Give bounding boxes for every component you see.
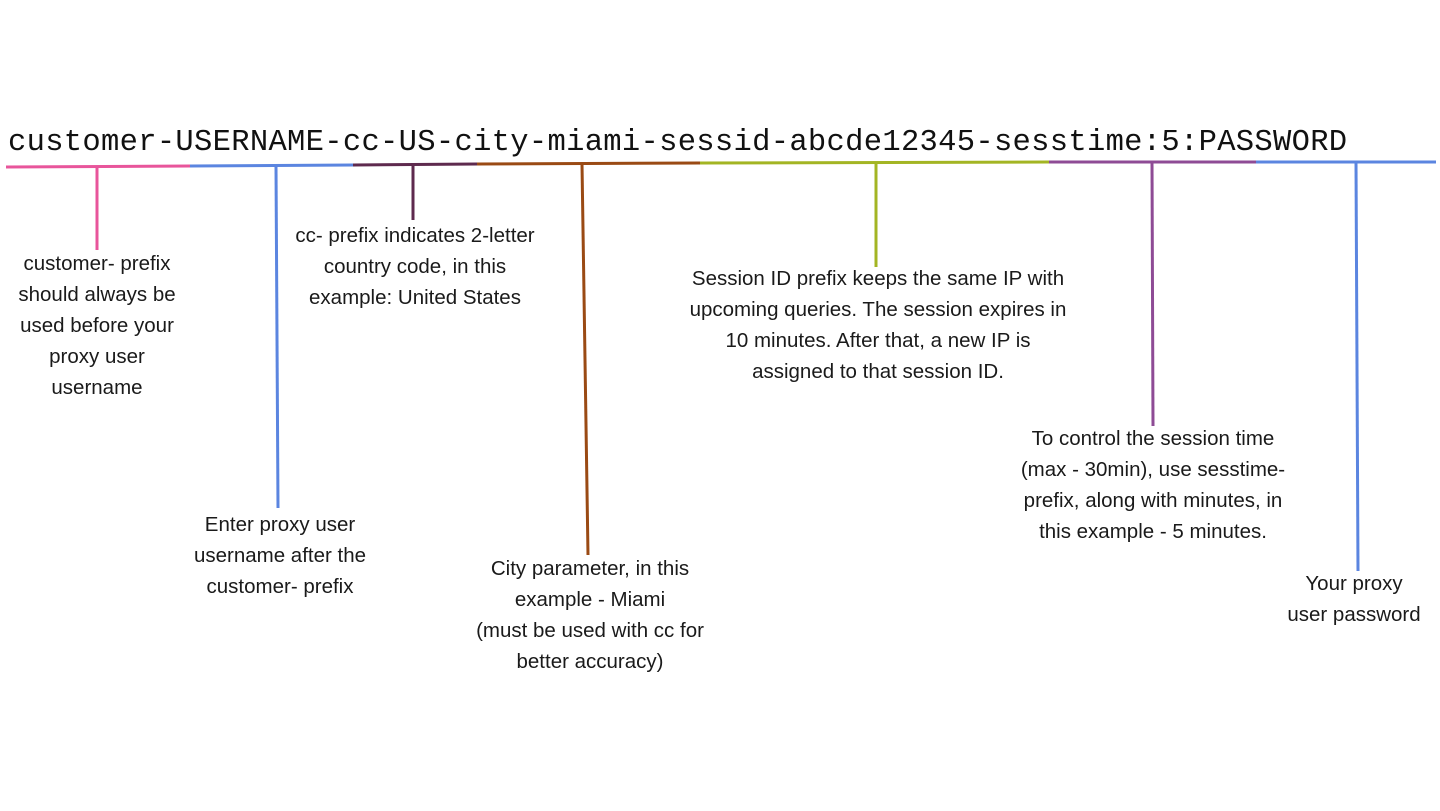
pointer-username [276,166,278,508]
note-line: customer- prefix [23,252,171,275]
note-line: username [51,376,143,399]
note-line: used before your [20,314,174,337]
note-line: better accuracy) [516,650,664,673]
note-line: this example - 5 minutes. [1039,520,1267,543]
note-country-code [270,220,560,313]
note-username [160,509,400,602]
underline-city [477,163,700,164]
note-line: 10 minutes. After that, a new IP is [725,329,1031,352]
note-line: upcoming queries. The session expires in [689,298,1067,321]
underline-session-id [700,162,1049,163]
note-line: (must be used with cc for [476,619,704,642]
note-line: cc- prefix indicates 2-letter [295,224,535,247]
note-line: Enter proxy user [204,513,356,536]
note-city [450,553,730,677]
underline-username [190,165,353,166]
note-line: example: United States [309,286,521,309]
underline-country-code [353,164,477,165]
note-line: To control the session time [1031,427,1275,450]
note-line: user password [1287,603,1421,626]
note-line: City parameter, in this [490,557,690,580]
note-password [1268,568,1440,630]
note-line: customer- prefix [206,575,354,598]
underline-customer [6,166,190,167]
pointer-city [582,164,588,555]
note-line: username after the [193,544,367,567]
note-session-time [993,423,1313,547]
pointer-session-time [1152,162,1153,426]
note-line: Your proxy [1305,572,1403,595]
pointer-password [1356,162,1358,571]
proxy-string: customer-USERNAME-cc-US-city-miami-sessid-abcde12345-sesstime:5:PASSWORD [8,126,1348,160]
note-line: should always be [18,283,176,306]
note-customer-prefix [0,248,194,403]
note-session-id [658,263,1098,387]
note-line: example - Miami [514,588,666,611]
note-line: assigned to that session ID. [752,360,1004,383]
note-line: (max - 30min), use sesstime- [1020,458,1286,481]
note-line: proxy user [49,345,145,368]
note-line: Session ID prefix keeps the same IP with [691,267,1065,290]
note-line: country code, in this [323,255,507,278]
note-line: prefix, along with minutes, in [1023,489,1283,512]
